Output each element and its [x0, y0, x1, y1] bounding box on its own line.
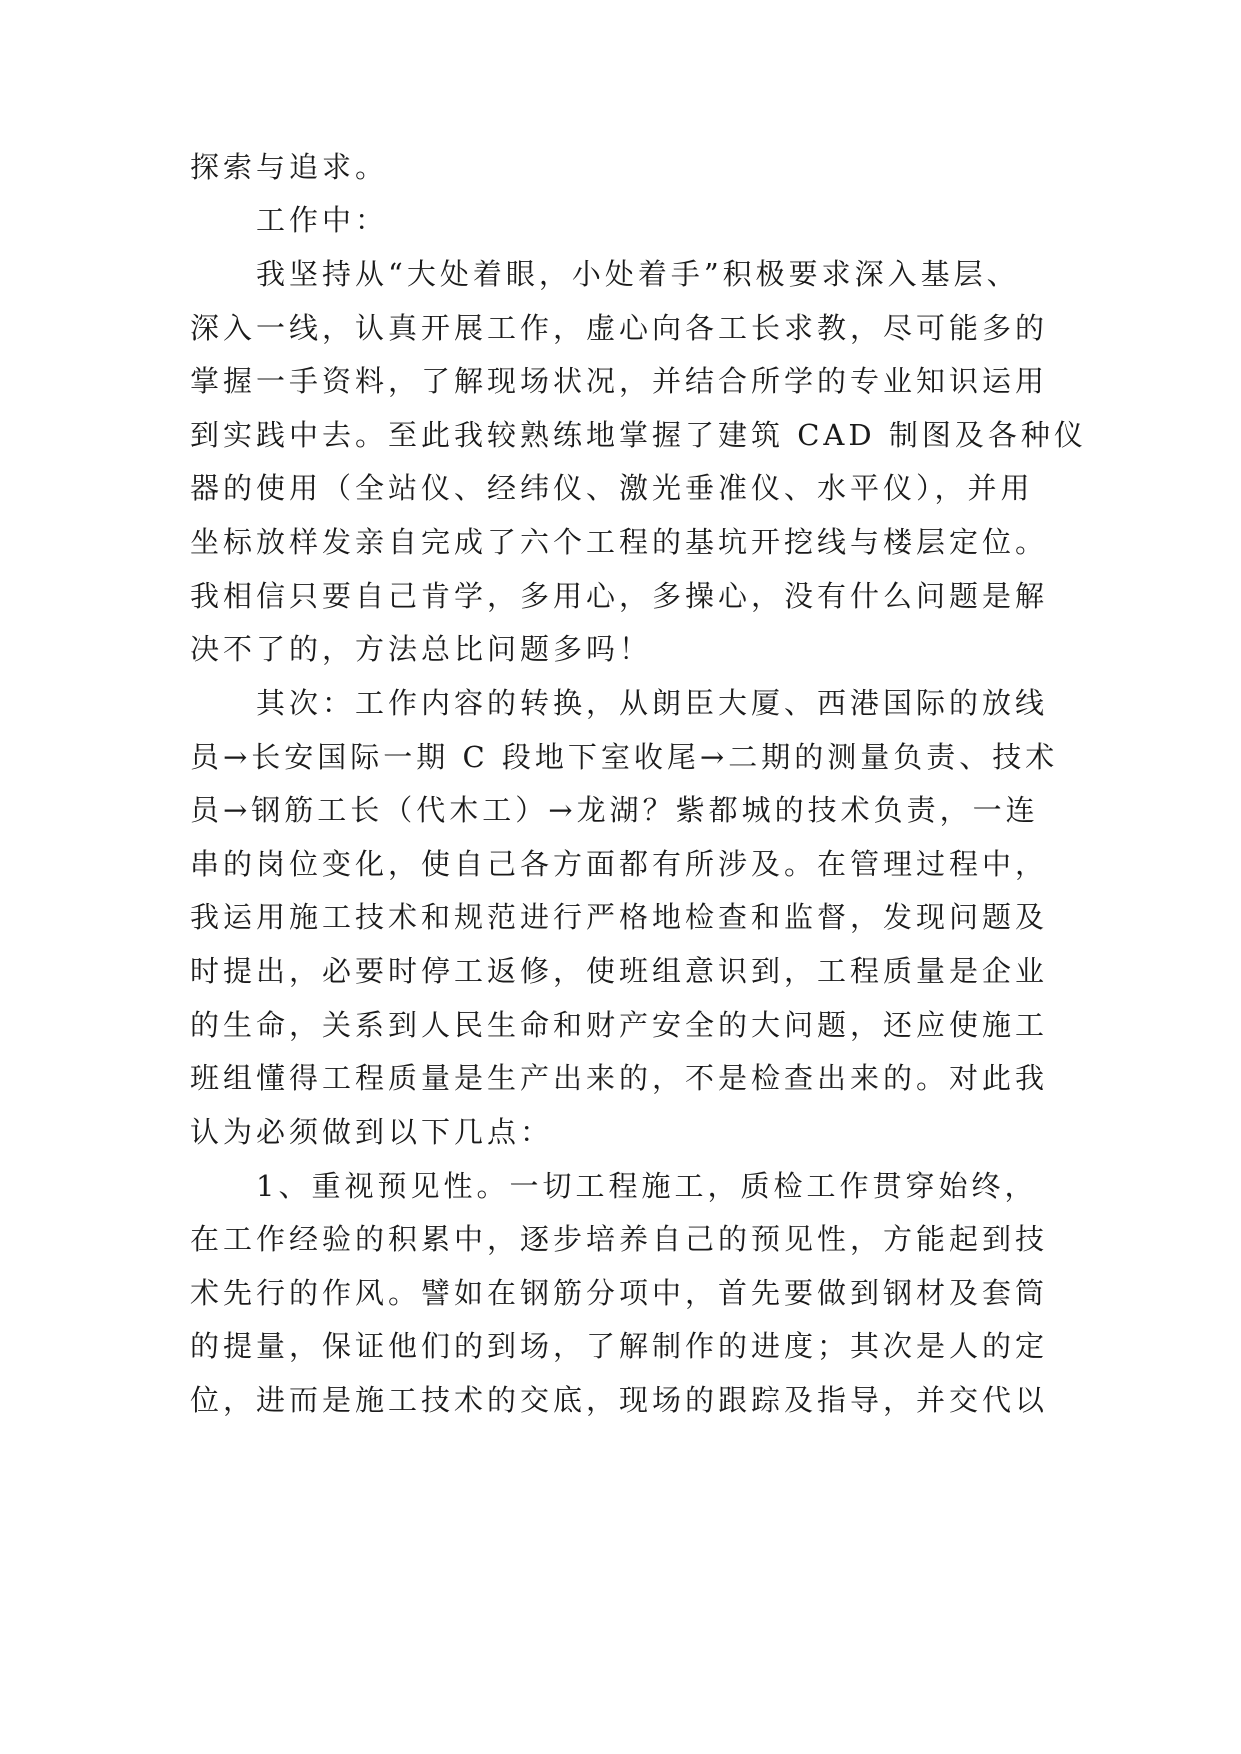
text-line: 的提量，保证他们的到场，了解制作的进度；其次是人的定: [190, 1329, 1049, 1363]
text-line: 工作中：: [256, 203, 389, 237]
text-line: 时提出，必要时停工返修，使班组意识到，工程质量是企业: [190, 954, 1049, 988]
text-line: 串的岗位变化，使自己各方面都有所涉及。在管理过程中，: [190, 847, 1049, 881]
text-line: 我坚持从“大处着眼，小处着手”积极要求深入基层、: [256, 257, 1020, 291]
text-line: 决不了的，方法总比问题多吗！: [190, 632, 653, 666]
text-line: 我相信只要自己肯学，多用心，多操心，没有什么问题是解: [190, 579, 1049, 613]
text-line: 班组懂得工程质量是生产出来的，不是检查出来的。对此我: [190, 1061, 1049, 1095]
text-line: 的生命，关系到人民生命和财产安全的大问题，还应使施工: [190, 1008, 1049, 1042]
text-line: 掌握一手资料，了解现场状况，并结合所学的专业知识运用: [190, 364, 1049, 398]
text-line: 员→长安国际一期 C 段地下室收尾→二期的测量负责、技术: [190, 740, 1059, 774]
text-line: 位，进而是施工技术的交底，现场的跟踪及指导，并交代以: [190, 1383, 1049, 1417]
text-line: 在工作经验的积累中，逐步培养自己的预见性，方能起到技: [190, 1222, 1049, 1256]
text-line: 到实践中去。至此我较熟练地掌握了建筑 CAD 制图及各种仪: [190, 418, 1087, 452]
text-line: 探索与追求。: [190, 150, 389, 184]
text-line: 坐标放样发亲自完成了六个工程的基坑开挖线与楼层定位。: [190, 525, 1049, 559]
text-line: 其次：工作内容的转换，从朗臣大厦、西港国际的放线: [256, 686, 1049, 720]
text-line: 1、重视预见性。一切工程施工，质检工作贯穿始终，: [256, 1169, 1038, 1203]
text-line: 认为必须做到以下几点：: [190, 1115, 554, 1149]
text-line: 术先行的作风。譬如在钢筋分项中，首先要做到钢材及套筒: [190, 1276, 1049, 1310]
text-line: 器的使用（全站仪、经纬仪、激光垂准仪、水平仪），并用: [190, 471, 1034, 505]
text-line: 员→钢筋工长（代木工）→龙湖？紫都城的技术负责，一连: [190, 793, 1039, 827]
text-line: 深入一线，认真开展工作，虚心向各工长求教，尽可能多的: [190, 311, 1049, 345]
text-line: 我运用施工技术和规范进行严格地检查和监督，发现问题及: [190, 900, 1049, 934]
